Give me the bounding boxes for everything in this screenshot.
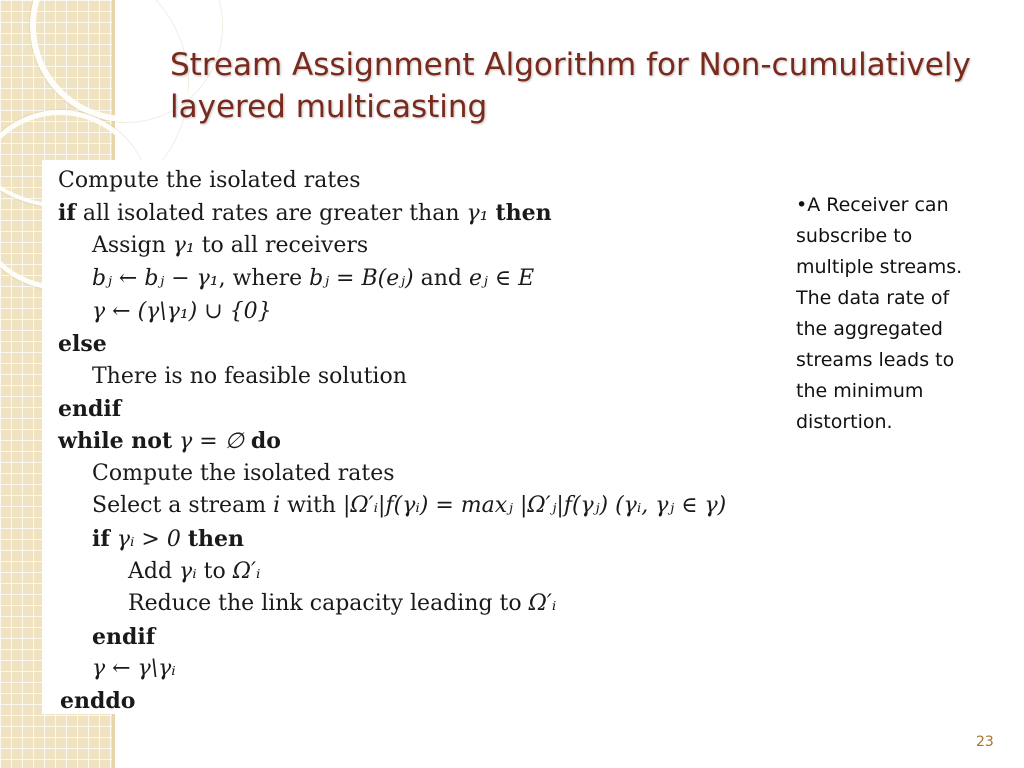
algorithm-text: with (280, 493, 343, 518)
keyword-enddo: enddo (60, 688, 136, 714)
algorithm-line (92, 362, 407, 392)
keyword-if: if (92, 526, 110, 552)
math-expression: γ = ∅ (179, 429, 244, 454)
algorithm-line (92, 622, 155, 653)
math-expression: γ₁ (466, 201, 489, 226)
algorithm-line (92, 491, 726, 521)
math-expression: bⱼ ← bⱼ − γ₁ (92, 266, 219, 291)
math-expression: |Ω′ᵢ|f(γᵢ) = maxⱼ |Ω′ⱼ|f(γⱼ) (γᵢ, γⱼ ∈ γ) (342, 493, 727, 518)
algorithm-image (42, 160, 768, 714)
keyword-endif: endif (58, 396, 122, 422)
algorithm-line (92, 264, 534, 294)
spacer (244, 429, 251, 454)
algorithm-line (58, 426, 281, 457)
keyword-while-not: while not (58, 428, 173, 454)
algorithm-text: and (413, 266, 469, 291)
keyword-then: then (495, 200, 552, 226)
math-expression: eⱼ ∈ E (469, 266, 535, 291)
math-expression: γ ← (γ\γ₁) ∪ {0} (92, 299, 272, 324)
math-expression: γ ← γ\γᵢ (92, 656, 176, 681)
math-expression: Ω′ᵢ (528, 591, 557, 616)
spacer (110, 527, 117, 552)
algorithm-text: Compute the isolated rates (92, 461, 395, 486)
math-expression: γ₁ (172, 233, 195, 258)
page-number: 23 (976, 734, 994, 750)
algorithm-text: all isolated rates are greater than (75, 201, 467, 226)
algorithm-line (92, 231, 368, 261)
algorithm-text: , where (218, 266, 310, 291)
math-expression: bⱼ = B(eⱼ) (309, 266, 414, 291)
algorithm-line (60, 686, 135, 717)
algorithm-line (92, 524, 244, 555)
slide-title: Stream Assignment Algorithm for Non-cumulatively layered multicasting (170, 47, 971, 125)
math-expression: Ω′ᵢ (232, 559, 261, 584)
algorithm-text: to all receivers (194, 233, 369, 258)
algorithm-line (92, 459, 395, 489)
math-expression: γᵢ > 0 (116, 527, 181, 552)
algorithm-line (92, 654, 176, 684)
algorithm-text: There is no feasible solution (92, 364, 407, 389)
keyword-then: then (187, 526, 244, 552)
algorithm-line (128, 589, 556, 619)
algorithm-line (58, 166, 361, 196)
spacer (181, 527, 188, 552)
algorithm-line (58, 198, 552, 229)
math-expression: γᵢ (179, 559, 197, 584)
algorithm-line (92, 297, 272, 327)
algorithm-line (128, 557, 260, 587)
algorithm-text: to (196, 559, 233, 584)
keyword-else: else (58, 331, 107, 357)
algorithm-text: Reduce the link capacity leading to (128, 591, 529, 616)
algorithm-text: Add (128, 559, 180, 584)
algorithm-text: Select a stream (92, 493, 274, 518)
algorithm-line (58, 394, 121, 425)
algorithm-text: Assign (92, 233, 173, 258)
keyword-do: do (250, 428, 281, 454)
math-expression: i (273, 493, 281, 518)
algorithm-text: Compute the isolated rates (58, 168, 361, 193)
bullet-note: •A Receiver can subscribe to multiple streams. The data rate of the aggregated streams leads to the minimum distortion. (796, 194, 963, 433)
algorithm-line (58, 329, 107, 360)
keyword-if: if (58, 200, 76, 226)
keyword-endif: endif (92, 624, 156, 650)
